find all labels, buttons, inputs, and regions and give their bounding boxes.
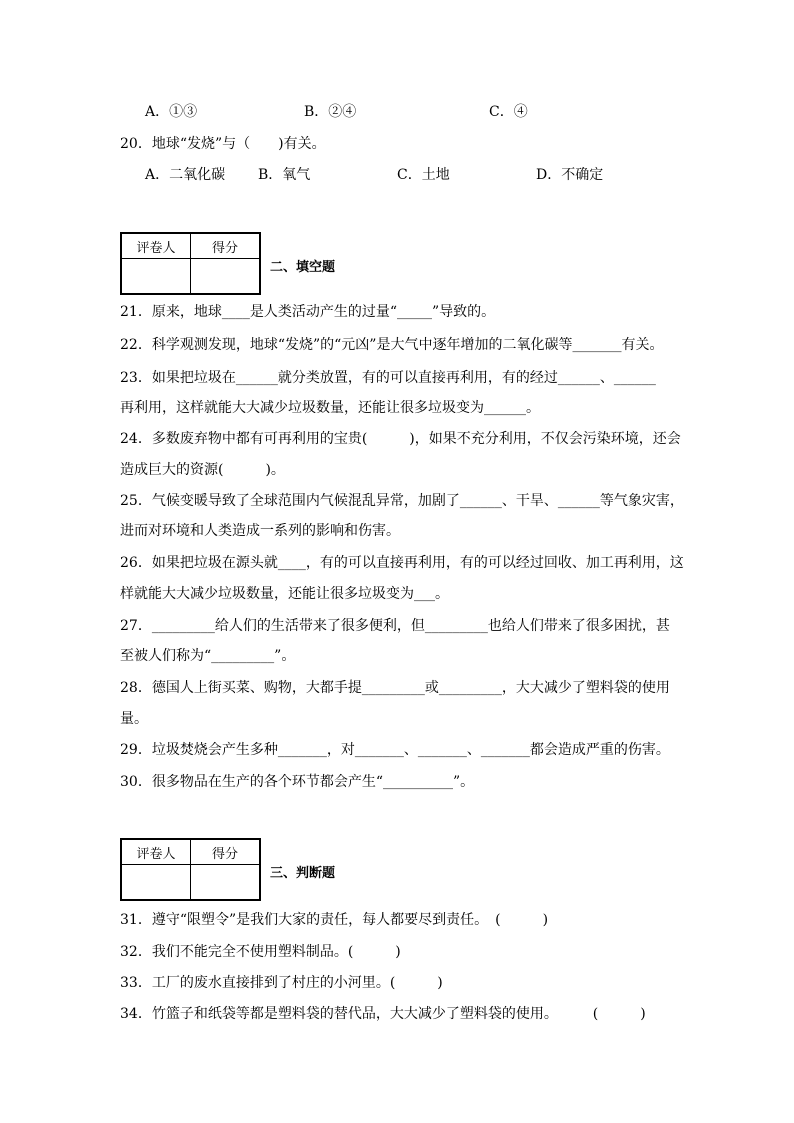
question-24-cont: 造成巨大的资源( )。 [120, 462, 285, 478]
q19-option-c: C．④ [489, 104, 528, 120]
score-label: 得分 [191, 233, 261, 259]
question-31: 31．遵守“限塑令”是我们大家的责任，每人都要尽到责任。 ( ) [120, 912, 549, 928]
question-25: 25．气候变暖导致了全球范围内气候混乱异常，加剧了______、干旱、______等气象灾害， [120, 493, 684, 509]
grader-cell [121, 865, 191, 901]
q20-option-b: B．氧气 [258, 167, 311, 183]
question-25-cont: 进而对环境和人类造成一系列的影响和伤害。 [120, 523, 400, 539]
score-cell [191, 865, 261, 901]
question-26: 26．如果把垃圾在源头就____，有的可以直接再利用，有的可以经过回收、加工再利用，这 [120, 555, 684, 571]
question-28: 28．德国人上街买菜、购物，大都手提_________或_________，大大减少了塑料袋的使用 [120, 680, 670, 696]
score-table-section-3 [120, 838, 261, 901]
question-32: 32．我们不能完全不使用塑料制品。( ) [120, 944, 401, 960]
question-27: 27．_________给人们的生活带来了很多便利，但_________也给人们带来了很多困扰，甚 [120, 618, 670, 634]
question-24: 24．多数废弃物中都有可再利用的宝贵( )，如果不充分利用，不仅会污染环境，还会 [120, 431, 681, 447]
question-23-cont: 再利用，这样就能大大减少垃圾数量，还能让很多垃圾变为______。 [120, 400, 540, 416]
question-20: 20．地球“发烧”与（ )有关。 [120, 136, 326, 152]
question-29: 29．垃圾焚烧会产生多种_______，对_______、_______、_______都会造成严重的伤害。 [120, 742, 670, 758]
question-23: 23．如果把垃圾在______就分类放置，有的可以直接再利用，有的经过______、______ [120, 370, 656, 386]
score-table-section-2 [120, 232, 261, 295]
section-2-title: 二、填空题 [270, 260, 336, 275]
q20-option-d: D．不确定 [536, 167, 604, 183]
question-26-cont: 样就能大大减少垃圾数量，还能让很多垃圾变为___。 [120, 586, 449, 602]
question-30: 30．很多物品在生产的各个环节都会产生“__________”。 [120, 774, 475, 790]
section-3-title: 三、判断题 [270, 866, 336, 881]
score-label: 得分 [191, 839, 261, 865]
question-21: 21．原来，地球____是人类活动产生的过量“_____”导致的。 [120, 304, 496, 320]
question-22: 22．科学观测发现，地球“发烧”的“元凶”是大气中逐年增加的二氧化碳等_______有关。 [120, 337, 664, 353]
grader-label: 评卷人 [121, 839, 191, 865]
q20-option-a: A．二氧化碳 [145, 167, 226, 183]
question-33: 33．工厂的废水直接排到了村庄的小河里。( ) [120, 975, 443, 991]
grader-cell [121, 259, 191, 295]
q20-option-c: C．土地 [397, 167, 450, 183]
q19-option-b: B．②④ [304, 104, 357, 120]
q19-option-a: A．①③ [145, 104, 198, 120]
grader-label: 评卷人 [121, 233, 191, 259]
score-cell [191, 259, 261, 295]
question-28-cont: 量。 [120, 711, 148, 727]
question-34: 34．竹篮子和纸袋等都是塑料袋的替代品，大大减少了塑料袋的使用。 ( ) [120, 1006, 646, 1022]
question-27-cont: 至被人们称为“_________”。 [120, 648, 296, 664]
